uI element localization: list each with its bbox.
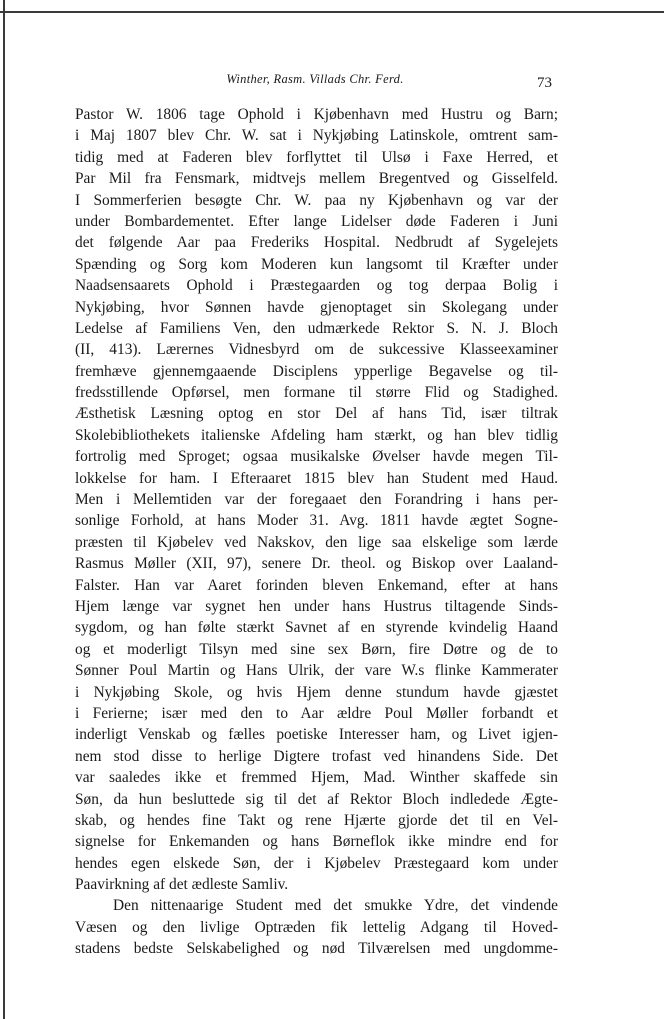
text-line: var saaledes ikke et fremmed Hjem, Mad. Winther skaffede sin [75,769,558,787]
text-line: Ledelse af Familiens Ven, den udmærkede Rektor S. N. J. Bloch [75,319,558,337]
text-line: præsten til Kjøbelev ved Nakskov, den lige saa elskelige som lærde [75,533,558,551]
text-line: (II, 413). Lærernes Vidnesbyrd om de sukcessive Klasseexaminer [75,341,558,359]
text-line: inderligt Venskab og fælles poetiske Interesser ham, og Livet igjen- [75,726,558,744]
text-line: Spænding og Sorg kom Moderen kun langsomt til Kræfter under [75,255,558,273]
text-line: sygdom, og han følte stærkt Savnet af en styrende kvindelig Haand [75,619,558,637]
text-line: Men i Mellemtiden var der foregaaet den Forandring i hans per- [75,491,558,509]
text-line: fortrolig med Sproget; ogsaa musikalske Øvelser havde megen Til- [75,448,558,466]
text-line: Falster. Han var Aaret forinden bleven Enkemand, efter at hans [75,576,558,594]
text-line: i Maj 1807 blev Chr. W. sat i Nykjøbing Latinskole, omtrent sam- [75,127,558,145]
text-line: Sønner Poul Martin og Hans Ulrik, der vare W.s flinke Kammerater [75,662,558,680]
running-title: Winther, Rasm. Villads Chr. Ferd. [226,72,404,86]
text-line: Æsthetisk Læsning optog en stor Del af hans Tid, især tiltrak [75,405,558,423]
text-line: Pastor W. 1806 tage Ophold i Kjøbenhavn med Hustru og Barn; [75,106,558,123]
text-line: tidig med at Faderen blev forflyttet til Ulsø i Faxe Herred, et [75,148,558,166]
text-line: stadens bedste Selskabelighed og nød Tilværelsen med ungdomme- [75,940,558,958]
text-line: signelse for Enkemanden og hans Børneflok ikke mindre end for [75,833,558,851]
text-line: fremhæve gjennemgaaende Disciplens ypperlige Begavelse og til- [75,362,558,380]
text-line: I Sommerferien besøgte Chr. W. paa ny Kjøbenhavn og var der [75,191,558,209]
text-line: sonlige Forhold, at hans Moder 31. Avg. 1811 havde ægtet Sogne- [75,512,558,530]
text-line: Rasmus Møller (XII, 97), senere Dr. theol. og Biskop over Laaland- [75,555,558,573]
text-line: Paavirkning af det ædleste Samliv. [75,876,289,894]
text-line: Par Mil fra Fensmark, midtvejs mellem Bregentved og Gisselfeld. [75,170,558,188]
text-line: fredsstillende Opførsel, men formane til større Flid og Stadighed. [75,384,558,402]
text-line: Skolebibliothekets italienske Afdeling ham stærkt, og han blev tidlig [75,426,558,444]
text-line: Hjem længe var sygnet hen under hans Hustrus tiltagende Sinds- [75,597,558,615]
text-line: hendes egen elskede Søn, der i Kjøbelev Præstegaard kom under [75,854,558,872]
left-border-rule [3,0,5,1019]
text-line: Nykjøbing, hvor Sønnen havde gjenoptaget sin Skolegang under [75,298,558,316]
text-line: nem stod disse to herlige Digtere trofast ved hinandens Side. Det [75,747,558,765]
top-border-rule [0,11,664,13]
page-number: 73 [537,75,552,91]
text-line: i Ferierne; især med den to Aar ældre Poul Møller forbandt et [75,704,558,722]
text-line: Den nittenaarige Student med det smukke Ydre, det vindende [113,897,558,915]
paragraph-2 [75,895,558,959]
text-line: i Nykjøbing Skole, og hvis Hjem denne stundum havde gjæstet [75,683,558,701]
text-line: det følgende Aar paa Frederiks Hospital. Nedbrudt af Sygelejets [75,234,558,252]
paragraph-1 [75,104,558,895]
text-line: Væsen og den livlige Optræden fik lettelig Adgang til Hoved- [75,918,558,936]
text-line: Naadsensaarets Ophold i Præstegaarden og tog derpaa Bolig i [75,277,558,295]
text-line: skab, og hendes fine Takt og rene Hjærte gjorde det til en Vel- [75,811,558,829]
body-text [75,104,558,960]
text-line: lokkelse for ham. I Efteraaret 1815 blev han Student med Haud. [75,469,558,487]
text-line: under Bombardementet. Efter lange Lidelser døde Faderen i Juni [75,212,558,230]
text-line: og et moderligt Tilsyn med sine sex Børn, fire Døtre og de to [75,640,558,658]
text-line: Søn, da hun besluttede sig til det af Rektor Bloch indledede Ægte- [75,790,558,808]
